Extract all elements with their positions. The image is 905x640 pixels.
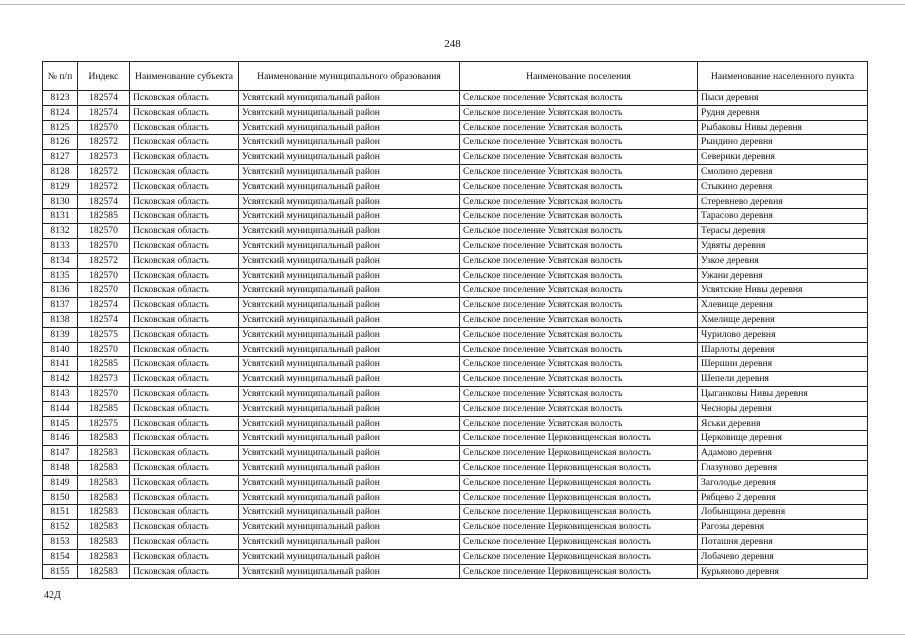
subject-cell: Псковская область <box>130 209 239 224</box>
table-row <box>43 505 868 520</box>
settlement-cell: Сельское поселение Усвятская волость <box>460 135 698 150</box>
table-row <box>43 549 868 564</box>
municipality-cell: Усвятский муниципальный район <box>239 446 460 461</box>
row-number-cell: 8129 <box>43 179 78 194</box>
locality-cell: Поташня деревня <box>698 534 868 549</box>
locality-cell: Стыкино деревня <box>698 179 868 194</box>
settlements-table <box>42 61 868 579</box>
locality-cell: Хлевище деревня <box>698 298 868 313</box>
postal-index-cell: 182583 <box>78 564 130 579</box>
row-number-cell: 8125 <box>43 120 78 135</box>
table-row <box>43 120 868 135</box>
row-number-cell: 8144 <box>43 401 78 416</box>
subject-cell: Псковская область <box>130 564 239 579</box>
scan-bottom-edge <box>0 634 905 635</box>
col-header-municipality: Наименование муниципального образования <box>239 62 460 91</box>
municipality-cell: Усвятский муниципальный район <box>239 520 460 535</box>
table-row <box>43 179 868 194</box>
municipality-cell: Усвятский муниципальный район <box>239 416 460 431</box>
row-number-cell: 8153 <box>43 534 78 549</box>
postal-index-cell: 182570 <box>78 283 130 298</box>
municipality-cell: Усвятский муниципальный район <box>239 164 460 179</box>
municipality-cell: Усвятский муниципальный район <box>239 268 460 283</box>
subject-cell: Псковская область <box>130 357 239 372</box>
table-row <box>43 431 868 446</box>
subject-cell: Псковская область <box>130 386 239 401</box>
postal-index-cell: 182585 <box>78 357 130 372</box>
row-number-cell: 8135 <box>43 268 78 283</box>
subject-cell: Псковская область <box>130 401 239 416</box>
row-number-cell: 8148 <box>43 460 78 475</box>
postal-index-cell: 182585 <box>78 401 130 416</box>
municipality-cell: Усвятский муниципальный район <box>239 238 460 253</box>
row-number-cell: 8130 <box>43 194 78 209</box>
municipality-cell: Усвятский муниципальный район <box>239 460 460 475</box>
table-row <box>43 150 868 165</box>
municipality-cell: Усвятский муниципальный район <box>239 105 460 120</box>
row-number-cell: 8131 <box>43 209 78 224</box>
subject-cell: Псковская область <box>130 224 239 239</box>
settlement-cell: Сельское поселение Усвятская волость <box>460 120 698 135</box>
locality-cell: Смолино деревня <box>698 164 868 179</box>
row-number-cell: 8146 <box>43 431 78 446</box>
municipality-cell: Усвятский муниципальный район <box>239 253 460 268</box>
municipality-cell: Усвятский муниципальный район <box>239 564 460 579</box>
municipality-cell: Усвятский муниципальный район <box>239 431 460 446</box>
subject-cell: Псковская область <box>130 283 239 298</box>
municipality-cell: Усвятский муниципальный район <box>239 298 460 313</box>
subject-cell: Псковская область <box>130 431 239 446</box>
settlement-cell: Сельское поселение Усвятская волость <box>460 401 698 416</box>
municipality-cell: Усвятский муниципальный район <box>239 179 460 194</box>
settlement-cell: Сельское поселение Церковищенская волость <box>460 520 698 535</box>
locality-cell: Ужани деревня <box>698 268 868 283</box>
postal-index-cell: 182574 <box>78 194 130 209</box>
locality-cell: Рудня деревня <box>698 105 868 120</box>
locality-cell: Рындино деревня <box>698 135 868 150</box>
locality-cell: Шершни деревня <box>698 357 868 372</box>
locality-cell: Цыганковы Нивы деревня <box>698 386 868 401</box>
row-number-cell: 8137 <box>43 298 78 313</box>
table-row <box>43 164 868 179</box>
locality-cell: Терасы деревня <box>698 224 868 239</box>
table-row <box>43 253 868 268</box>
settlement-cell: Сельское поселение Церковищенская волость <box>460 446 698 461</box>
settlement-cell: Сельское поселение Усвятская волость <box>460 268 698 283</box>
settlement-cell: Сельское поселение Усвятская волость <box>460 150 698 165</box>
table-header <box>43 62 868 91</box>
settlement-cell: Сельское поселение Усвятская волость <box>460 209 698 224</box>
table-row <box>43 446 868 461</box>
settlement-cell: Сельское поселение Усвятская волость <box>460 224 698 239</box>
subject-cell: Псковская область <box>130 238 239 253</box>
subject-cell: Псковская область <box>130 549 239 564</box>
locality-cell: Яськи деревня <box>698 416 868 431</box>
settlement-cell: Сельское поселение Усвятская волость <box>460 312 698 327</box>
table-row <box>43 268 868 283</box>
postal-index-cell: 182570 <box>78 224 130 239</box>
locality-cell: Рябцево 2 деревня <box>698 490 868 505</box>
municipality-cell: Усвятский муниципальный район <box>239 327 460 342</box>
locality-cell: Чесноры деревня <box>698 401 868 416</box>
municipality-cell: Усвятский муниципальный район <box>239 386 460 401</box>
subject-cell: Псковская область <box>130 268 239 283</box>
settlement-cell: Сельское поселение Усвятская волость <box>460 238 698 253</box>
subject-cell: Псковская область <box>130 446 239 461</box>
settlement-cell: Сельское поселение Церковищенская волость <box>460 460 698 475</box>
row-number-cell: 8150 <box>43 490 78 505</box>
municipality-cell: Усвятский муниципальный район <box>239 534 460 549</box>
postal-index-cell: 182583 <box>78 520 130 535</box>
locality-cell: Шепели деревня <box>698 372 868 387</box>
subject-cell: Псковская область <box>130 490 239 505</box>
row-number-cell: 8142 <box>43 372 78 387</box>
settlement-cell: Сельское поселение Усвятская волость <box>460 164 698 179</box>
row-number-cell: 8123 <box>43 91 78 106</box>
settlement-cell: Сельское поселение Усвятская волость <box>460 179 698 194</box>
col-header-subject: Наименование субъекта <box>130 62 239 91</box>
table-row <box>43 416 868 431</box>
settlement-cell: Сельское поселение Усвятская волость <box>460 253 698 268</box>
postal-index-cell: 182574 <box>78 298 130 313</box>
table-body <box>43 91 868 579</box>
page-number: 248 <box>444 38 461 50</box>
settlement-cell: Сельское поселение Церковищенская волость <box>460 490 698 505</box>
municipality-cell: Усвятский муниципальный район <box>239 120 460 135</box>
locality-cell: Лобачево деревня <box>698 549 868 564</box>
row-number-cell: 8138 <box>43 312 78 327</box>
subject-cell: Псковская область <box>130 135 239 150</box>
subject-cell: Псковская область <box>130 179 239 194</box>
subject-cell: Псковская область <box>130 253 239 268</box>
row-number-cell: 8152 <box>43 520 78 535</box>
postal-index-cell: 182585 <box>78 209 130 224</box>
locality-cell: Церковище деревня <box>698 431 868 446</box>
locality-cell: Пыси деревня <box>698 91 868 106</box>
municipality-cell: Усвятский муниципальный район <box>239 505 460 520</box>
postal-index-cell: 182575 <box>78 416 130 431</box>
subject-cell: Псковская область <box>130 534 239 549</box>
row-number-cell: 8126 <box>43 135 78 150</box>
row-number-cell: 8136 <box>43 283 78 298</box>
col-header-number: № п/п <box>43 62 78 91</box>
postal-index-cell: 182572 <box>78 135 130 150</box>
municipality-cell: Усвятский муниципальный район <box>239 135 460 150</box>
col-header-index: Индекс <box>78 62 130 91</box>
subject-cell: Псковская область <box>130 105 239 120</box>
table-row <box>43 534 868 549</box>
municipality-cell: Усвятский муниципальный район <box>239 490 460 505</box>
subject-cell: Псковская область <box>130 505 239 520</box>
municipality-cell: Усвятский муниципальный район <box>239 357 460 372</box>
settlement-cell: Сельское поселение Церковищенская волость <box>460 431 698 446</box>
postal-index-cell: 182573 <box>78 150 130 165</box>
postal-index-cell: 182570 <box>78 386 130 401</box>
subject-cell: Псковская область <box>130 327 239 342</box>
municipality-cell: Усвятский муниципальный район <box>239 150 460 165</box>
postal-index-cell: 182583 <box>78 460 130 475</box>
municipality-cell: Усвятский муниципальный район <box>239 372 460 387</box>
locality-cell: Заголодье деревня <box>698 475 868 490</box>
table-row <box>43 194 868 209</box>
table-row <box>43 460 868 475</box>
subject-cell: Псковская область <box>130 120 239 135</box>
subject-cell: Псковская область <box>130 520 239 535</box>
postal-index-cell: 182574 <box>78 312 130 327</box>
row-number-cell: 8132 <box>43 224 78 239</box>
municipality-cell: Усвятский муниципальный район <box>239 283 460 298</box>
footer-code: 42Д <box>44 590 61 601</box>
settlement-cell: Сельское поселение Усвятская волость <box>460 386 698 401</box>
table-row <box>43 283 868 298</box>
postal-index-cell: 182572 <box>78 253 130 268</box>
locality-cell: Курьяново деревня <box>698 564 868 579</box>
municipality-cell: Усвятский муниципальный район <box>239 224 460 239</box>
settlement-cell: Сельское поселение Усвятская волость <box>460 342 698 357</box>
table-row <box>43 564 868 579</box>
postal-index-cell: 182583 <box>78 505 130 520</box>
postal-index-cell: 182583 <box>78 431 130 446</box>
postal-index-cell: 182583 <box>78 475 130 490</box>
table-row <box>43 298 868 313</box>
municipality-cell: Усвятский муниципальный район <box>239 401 460 416</box>
subject-cell: Псковская область <box>130 91 239 106</box>
col-header-locality: Наименование населенного пункта <box>698 62 868 91</box>
settlement-cell: Сельское поселение Церковищенская волость <box>460 564 698 579</box>
subject-cell: Псковская область <box>130 150 239 165</box>
subject-cell: Псковская область <box>130 460 239 475</box>
postal-index-cell: 182583 <box>78 490 130 505</box>
subject-cell: Псковская область <box>130 416 239 431</box>
locality-cell: Тарасово деревня <box>698 209 868 224</box>
table-row <box>43 386 868 401</box>
row-number-cell: 8151 <box>43 505 78 520</box>
postal-index-cell: 182574 <box>78 91 130 106</box>
row-number-cell: 8140 <box>43 342 78 357</box>
locality-cell: Усвятские Нивы деревня <box>698 283 868 298</box>
table-row <box>43 357 868 372</box>
locality-cell: Шарлоты деревня <box>698 342 868 357</box>
locality-cell: Узкое деревня <box>698 253 868 268</box>
postal-index-cell: 182583 <box>78 446 130 461</box>
locality-cell: Адамово деревня <box>698 446 868 461</box>
locality-cell: Рагозы деревня <box>698 520 868 535</box>
header-row <box>43 62 868 91</box>
locality-cell: Чурилово деревня <box>698 327 868 342</box>
municipality-cell: Усвятский муниципальный район <box>239 312 460 327</box>
table-row <box>43 372 868 387</box>
settlement-cell: Сельское поселение Усвятская волость <box>460 91 698 106</box>
postal-index-cell: 182575 <box>78 327 130 342</box>
postal-index-cell: 182574 <box>78 105 130 120</box>
postal-index-cell: 182572 <box>78 179 130 194</box>
settlement-cell: Сельское поселение Церковищенская волость <box>460 475 698 490</box>
postal-index-cell: 182573 <box>78 372 130 387</box>
locality-cell: Рыбаковы Нивы деревня <box>698 120 868 135</box>
table-row <box>43 520 868 535</box>
postal-index-cell: 182570 <box>78 238 130 253</box>
settlement-cell: Сельское поселение Церковищенская волость <box>460 534 698 549</box>
settlement-cell: Сельское поселение Церковищенская волость <box>460 549 698 564</box>
municipality-cell: Усвятский муниципальный район <box>239 342 460 357</box>
municipality-cell: Усвятский муниципальный район <box>239 475 460 490</box>
subject-cell: Псковская область <box>130 298 239 313</box>
row-number-cell: 8147 <box>43 446 78 461</box>
row-number-cell: 8133 <box>43 238 78 253</box>
row-number-cell: 8128 <box>43 164 78 179</box>
row-number-cell: 8127 <box>43 150 78 165</box>
table-row <box>43 91 868 106</box>
row-number-cell: 8149 <box>43 475 78 490</box>
municipality-cell: Усвятский муниципальный район <box>239 549 460 564</box>
subject-cell: Псковская область <box>130 312 239 327</box>
subject-cell: Псковская область <box>130 194 239 209</box>
postal-index-cell: 182570 <box>78 342 130 357</box>
settlement-cell: Сельское поселение Церковищенская волость <box>460 505 698 520</box>
settlement-cell: Сельское поселение Усвятская волость <box>460 327 698 342</box>
table-row <box>43 238 868 253</box>
subject-cell: Псковская область <box>130 372 239 387</box>
subject-cell: Псковская область <box>130 164 239 179</box>
postal-index-cell: 182570 <box>78 120 130 135</box>
table-row <box>43 312 868 327</box>
settlement-cell: Сельское поселение Усвятская волость <box>460 105 698 120</box>
row-number-cell: 8134 <box>43 253 78 268</box>
municipality-cell: Усвятский муниципальный район <box>239 194 460 209</box>
table-row <box>43 135 868 150</box>
settlement-cell: Сельское поселение Усвятская волость <box>460 357 698 372</box>
row-number-cell: 8145 <box>43 416 78 431</box>
row-number-cell: 8124 <box>43 105 78 120</box>
row-number-cell: 8141 <box>43 357 78 372</box>
locality-cell: Северики деревня <box>698 150 868 165</box>
row-number-cell: 8143 <box>43 386 78 401</box>
locality-cell: Лобынщина деревня <box>698 505 868 520</box>
table-row <box>43 401 868 416</box>
postal-index-cell: 182583 <box>78 549 130 564</box>
scan-top-edge <box>0 4 905 5</box>
settlement-cell: Сельское поселение Усвятская волость <box>460 372 698 387</box>
locality-cell: Хмелище деревня <box>698 312 868 327</box>
locality-cell: Стеревнево деревня <box>698 194 868 209</box>
subject-cell: Псковская область <box>130 475 239 490</box>
col-header-settlement: Наименование поселения <box>460 62 698 91</box>
settlement-cell: Сельское поселение Усвятская волость <box>460 194 698 209</box>
row-number-cell: 8139 <box>43 327 78 342</box>
settlement-cell: Сельское поселение Усвятская волость <box>460 298 698 313</box>
settlement-cell: Сельское поселение Усвятская волость <box>460 416 698 431</box>
table-row <box>43 209 868 224</box>
table-row <box>43 342 868 357</box>
locality-cell: Глазуново деревня <box>698 460 868 475</box>
table-row <box>43 105 868 120</box>
table-row <box>43 475 868 490</box>
municipality-cell: Усвятский муниципальный район <box>239 91 460 106</box>
postal-index-cell: 182583 <box>78 534 130 549</box>
row-number-cell: 8155 <box>43 564 78 579</box>
settlement-cell: Сельское поселение Усвятская волость <box>460 283 698 298</box>
subject-cell: Псковская область <box>130 342 239 357</box>
table-row <box>43 490 868 505</box>
table-row <box>43 327 868 342</box>
postal-index-cell: 182570 <box>78 268 130 283</box>
row-number-cell: 8154 <box>43 549 78 564</box>
locality-cell: Удвяты деревня <box>698 238 868 253</box>
table-row <box>43 224 868 239</box>
municipality-cell: Усвятский муниципальный район <box>239 209 460 224</box>
postal-index-cell: 182572 <box>78 164 130 179</box>
